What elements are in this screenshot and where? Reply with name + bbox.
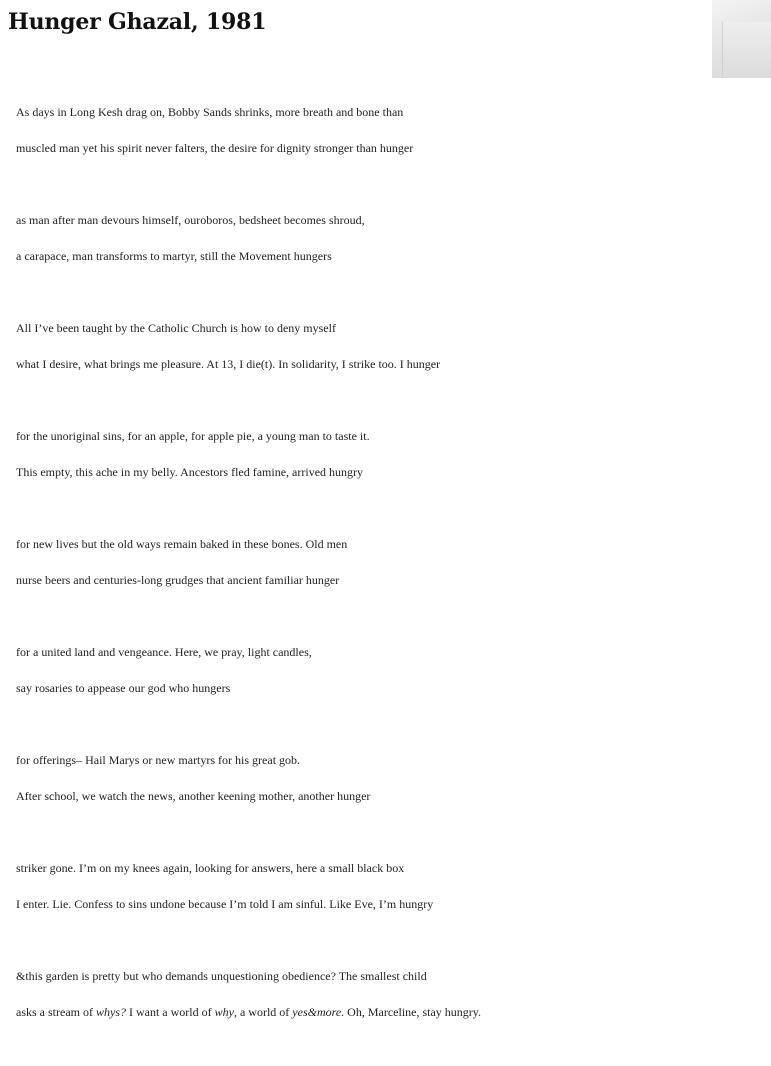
poem-line: All I’ve been taught by the Catholic Church is how to deny myself (16, 321, 336, 335)
poem-line: as man after man devours himself, ouroboros, bedsheet becomes shroud, (16, 213, 365, 227)
text-run: . Oh, Marceline, stay hungry. (341, 1005, 482, 1019)
couplet-5 (16, 526, 771, 634)
poem-line: After school, we watch the news, another keening mother, another hunger (16, 789, 371, 803)
couplet-2 (16, 202, 771, 310)
poem-line: This empty, this ache in my belly. Ancestors fled famine, arrived hungry (16, 465, 364, 479)
couplet-4 (16, 418, 771, 526)
corner-image-panel (722, 22, 771, 78)
couplet-3 (16, 310, 771, 418)
poem-line: for the unoriginal sins, for an apple, for apple pie, a young man to taste it. (16, 429, 370, 443)
poem-line: for new lives but the old ways remain baked in these bones. Old men (16, 537, 348, 551)
poem-line: a carapace, man transforms to martyr, still the Movement hungers (16, 249, 332, 263)
poem-line: say rosaries to appease our god who hungers (16, 681, 231, 695)
poem-line: muscled man yet his spirit never falters, the desire for dignity stronger than hunger (16, 141, 414, 155)
poem-body (16, 94, 771, 1066)
couplet-8 (16, 850, 771, 958)
poem-line: As days in Long Kesh drag on, Bobby Sands shrinks, more breath and bone than (16, 105, 404, 119)
text-run: I want a world of (125, 1005, 215, 1019)
italic-text: yes&more (292, 1005, 342, 1019)
poem-title: Hunger Ghazal, 1981 (8, 9, 267, 35)
couplet-7 (16, 742, 771, 850)
couplet-6 (16, 634, 771, 742)
poem-line-final (16, 994, 771, 1030)
poem-line: I enter. Lie. Confess to sins undone because I’m told I am sinful. Like Eve, I’m hungry (16, 897, 434, 911)
italic-text: whys? (95, 1005, 126, 1019)
poem-line: for a united land and vengeance. Here, we pray, light candles, (16, 645, 312, 659)
corner-image (712, 0, 771, 78)
text-run: , a world of (233, 1005, 293, 1019)
poem-line: what I desire, what brings me pleasure. At 13, I die(t). In solidarity, I strike too. I hunger (16, 357, 441, 371)
text-run: asks a stream of (16, 1005, 96, 1019)
couplet-9 (16, 958, 771, 1066)
poem-line: for offerings– Hail Marys or new martyrs for his great gob. (16, 753, 301, 767)
italic-text: why (214, 1005, 234, 1019)
poem-line: &this garden is pretty but who demands unquestioning obedience? The smallest child (16, 969, 427, 983)
poem-line: nurse beers and centuries-long grudges that ancient familiar hunger (16, 573, 340, 587)
poem-line: striker gone. I’m on my knees again, looking for answers, here a small black box (16, 861, 405, 875)
couplet-1 (16, 94, 771, 202)
